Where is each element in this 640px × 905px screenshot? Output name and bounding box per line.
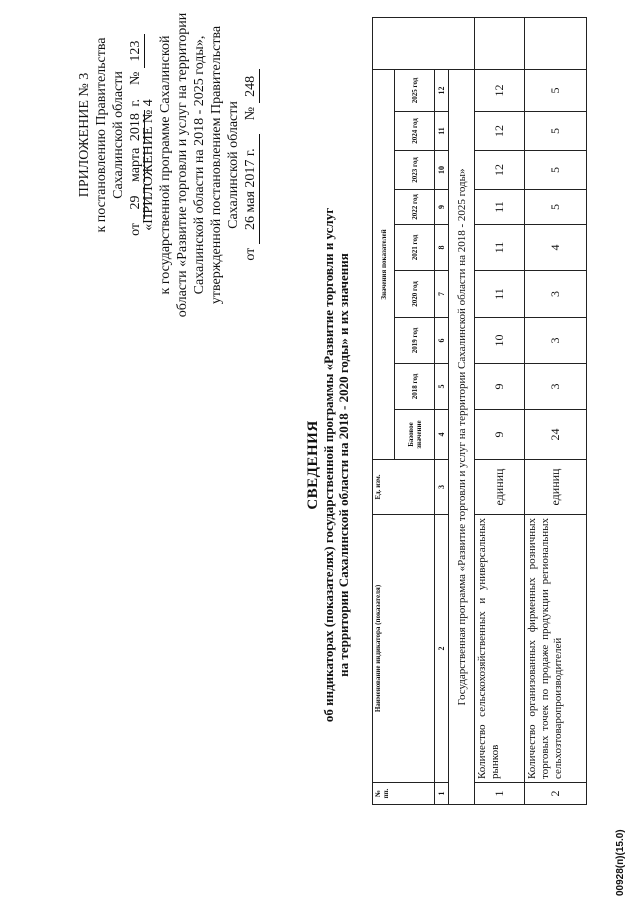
indicator-unit: единиц [475, 460, 525, 515]
header-year: 2019 год [395, 318, 435, 364]
indicator-name: Количество сельскохозяйственных и универсальных рынков [475, 515, 525, 783]
column-number: 12 [435, 69, 449, 111]
indicator-value: 5 [525, 69, 587, 111]
program-row [449, 17, 475, 804]
row-number: 2 [525, 783, 587, 805]
appendix-3-month: марта [128, 147, 143, 182]
appendix-4-no-label: № [243, 106, 258, 121]
indicator-value: 5 [525, 190, 587, 225]
indicator-value: 24 [525, 410, 587, 460]
appendix-4-title: «ПРИЛОЖЕНИЕ № 4 [141, 99, 156, 231]
appendix-4-date: 26 мая 2017 г. [242, 134, 260, 244]
column-number: 1 [435, 783, 449, 805]
row-number: 1 [475, 783, 525, 805]
spacer-cell [525, 17, 587, 69]
indicator-value: 3 [525, 271, 587, 318]
appendix-4-line1: к государственной программе Сахалинской [158, 35, 173, 295]
appendix-3-year: 2018 [127, 110, 145, 144]
column-number: 4 [435, 410, 449, 460]
appendix-4-line3: Сахалинской области на 2018 - 2025 годы», [192, 35, 207, 295]
appendix-3-from: от [128, 222, 143, 236]
appendix-3-year-suffix: г. [128, 98, 143, 107]
column-number: 6 [435, 318, 449, 364]
appendix-3-title: ПРИЛОЖЕНИЕ № 3 [77, 72, 92, 198]
indicator-value: 12 [475, 112, 525, 151]
appendix-3-no-label: № [128, 71, 143, 85]
header-year: 2022 год [395, 190, 435, 225]
header-name: Наименование индикатора (показателя) [373, 515, 435, 783]
indicator-value: 10 [475, 318, 525, 364]
header-unit: Ед. изм. [373, 460, 435, 515]
document-title-block [306, 105, 351, 825]
indicator-value: 9 [475, 364, 525, 410]
indicator-value: 3 [525, 364, 587, 410]
header-year: 2020 год [395, 271, 435, 318]
appendix-4-from: от [243, 247, 258, 261]
appendix-4-date-line [242, 0, 260, 330]
spacer-column [373, 17, 475, 69]
indicator-value: 5 [525, 112, 587, 151]
column-number: 10 [435, 151, 449, 190]
indicators-table [372, 17, 587, 805]
appendix-3-header [76, 15, 145, 255]
column-number: 2 [435, 515, 449, 783]
appendix-3-line1: к постановлению Правительства [94, 37, 109, 233]
indicator-unit: единиц [525, 460, 587, 515]
indicator-value: 11 [475, 190, 525, 225]
table-row [475, 17, 525, 804]
program-name: Государственная программа «Развитие торговли и услуг на территории Сахалинской области на 2018 - 2025 годы» [449, 69, 475, 804]
document-code: 00928(п)(15.0) [615, 829, 626, 896]
indicator-value: 12 [475, 151, 525, 190]
spacer-cell [475, 17, 525, 69]
indicator-value: 11 [475, 225, 525, 271]
appendix-3-number: 123 [127, 34, 145, 68]
header-values: Значения показателей [373, 69, 395, 459]
document-title: СВЕДЕНИЯ [305, 420, 321, 510]
indicator-value: 12 [475, 69, 525, 111]
document-subtitle-line1: об индикаторах (показателях) государственной программы «Развитие торговли и услуг [321, 207, 336, 723]
appendix-4-line5: Сахалинской области [226, 101, 241, 229]
document-subtitle-line2: на территории Сахалинской области на 2018 - 2020 годы» и их значения [336, 253, 351, 677]
indicator-value: 3 [525, 318, 587, 364]
appendix-4-line2: области «Развитие торговли и услуг на территории [175, 12, 190, 318]
appendix-3-line2: Сахалинской области [111, 71, 126, 199]
indicator-value: 4 [525, 225, 587, 271]
header-year: 2023 год [395, 151, 435, 190]
column-number: 5 [435, 364, 449, 410]
table-row [525, 17, 587, 804]
header-row-top [373, 17, 395, 804]
column-number: 9 [435, 190, 449, 225]
header-year: 2024 год [395, 112, 435, 151]
column-number: 8 [435, 225, 449, 271]
column-number: 11 [435, 112, 449, 151]
indicator-value: 11 [475, 271, 525, 318]
header-year: 2021 год [395, 225, 435, 271]
appendix-3-day: 29 [127, 185, 145, 219]
column-number: 3 [435, 460, 449, 515]
header-year: 2025 год [395, 69, 435, 111]
appendix-4-line4: утвержденной постановлением Правительства [209, 25, 224, 305]
header-year: 2018 год [395, 364, 435, 410]
indicator-value: 5 [525, 151, 587, 190]
indicator-name: Количество организованных фирменных розничных торговых точек по продаже продукции региональных сельхозтоваропроизводителей [525, 515, 587, 783]
appendix-4-header [140, 0, 260, 330]
header-no: № пп. [373, 783, 435, 805]
header-year: Базовое значение [395, 410, 435, 460]
indicator-value: 9 [475, 410, 525, 460]
column-number-row [435, 17, 449, 804]
appendix-4-number: 248 [242, 69, 260, 103]
column-number: 7 [435, 271, 449, 318]
